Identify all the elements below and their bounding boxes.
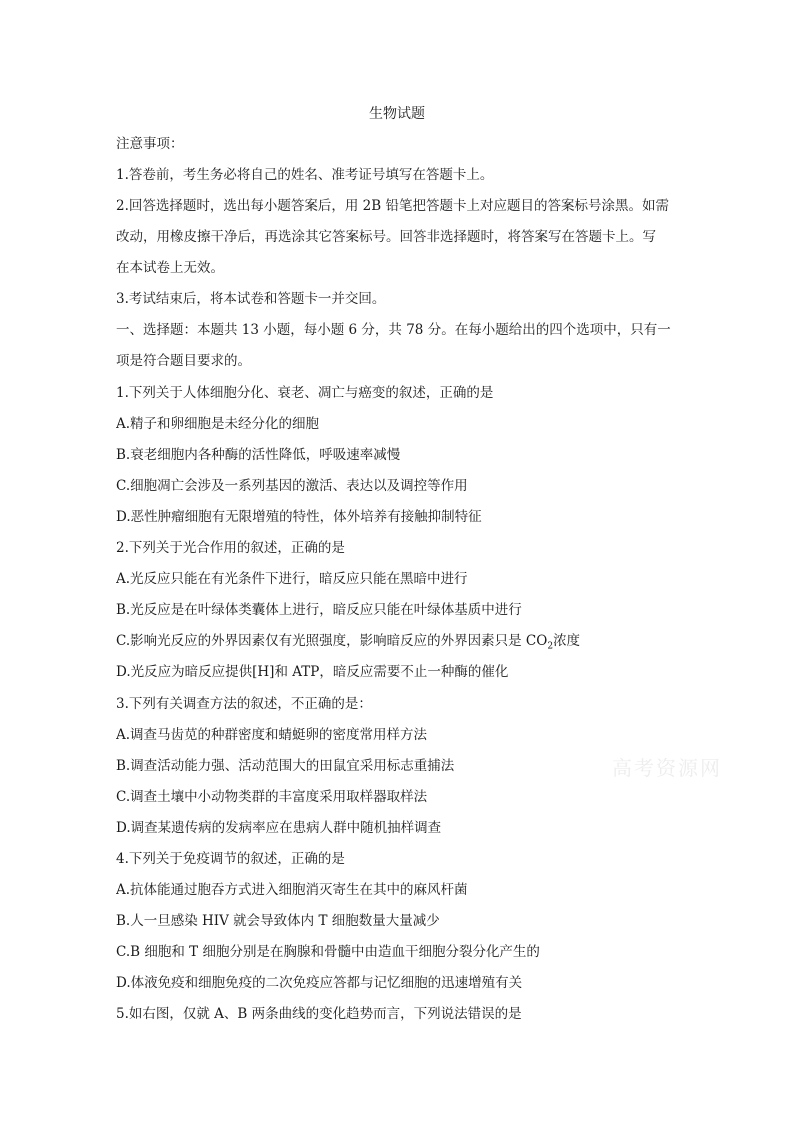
- subscript: 2: [547, 641, 554, 652]
- option: [116, 631, 688, 657]
- option: C.调查土壤中小动物类群的丰富度采用取样器取样法: [116, 789, 428, 805]
- option: D.调查某遗传病的发病率应在患病人群中随机抽样调查: [116, 820, 442, 836]
- notice-item: 在本试卷上无效。: [116, 260, 224, 276]
- option-text: 浓度: [553, 633, 581, 649]
- option-text: C.影响光反应的外界因素仅有光照强度，影响暗反应的外界因素只是 CO: [116, 633, 548, 649]
- option: A.光反应只能在有光条件下进行，暗反应只能在黑暗中进行: [116, 571, 468, 587]
- option: B.人一旦感染 HIV 就会导致体内 T 细胞数量大量减少: [116, 913, 440, 929]
- option: D.体液免疫和细胞免疫的二次免疫应答都与记忆细胞的迅速增殖有关: [116, 975, 523, 991]
- notice-item: 3.考试结束后，将本试卷和答题卡一并交回。: [116, 291, 386, 307]
- question-stem: 5.如右图，仅就 A、B 两条曲线的变化趋势而言，下列说法错误的是: [116, 1006, 522, 1022]
- option: A.调查马齿苋的种群密度和蜻蜓卵的密度常用样方法: [116, 727, 428, 743]
- option: A.精子和卵细胞是未经分化的细胞: [116, 416, 320, 432]
- option: B.衰老细胞内各种酶的活性降低，呼吸速率减慢: [116, 447, 401, 463]
- notice-heading: 注意事项：: [116, 136, 184, 152]
- option: C.B 细胞和 T 细胞分别是在胸腺和骨髓中由造血干细胞分裂分化产生的: [116, 944, 540, 960]
- option: D.恶性肿瘤细胞有无限增殖的特性，体外培养有接触抑制特征: [116, 509, 482, 525]
- notice-item: 1.答卷前，考生务必将自己的姓名、准考证号填写在答题卡上。: [116, 167, 494, 183]
- section-heading: 项是符合题目要求的。: [116, 353, 251, 369]
- option: C.细胞凋亡会涉及一系列基因的激活、表达以及调控等作用: [116, 478, 468, 494]
- question-stem: 3.下列有关调查方法的叙述，不正确的是：: [116, 696, 372, 712]
- option: B.调查活动能力强、活动范围大的田鼠宜采用标志重捕法: [116, 758, 455, 774]
- question-stem: 1.下列关于人体细胞分化、衰老、凋亡与癌变的叙述，正确的是: [116, 385, 494, 401]
- watermark: 高考资源网: [612, 756, 722, 780]
- page-title: 生物试题: [369, 106, 425, 122]
- section-heading: 一、选择题：本题共 13 小题，每小题 6 分，共 78 分。在每小题给出的四个选项中，只有一: [116, 322, 671, 338]
- option: D.光反应为暗反应提供[H]和 ATP，暗反应需要不止一种酶的催化: [116, 664, 509, 680]
- question-stem: 4.下列关于免疫调节的叙述，正确的是: [116, 851, 345, 867]
- option: A.抗体能通过胞吞方式进入细胞消灭寄生在其中的麻风杆菌: [116, 882, 468, 898]
- notice-item: 2.回答选择题时，选出每小题答案后，用 2B 铅笔把答题卡上对应题目的答案标号涂黑。如需: [116, 198, 669, 214]
- question-stem: 2.下列关于光合作用的叙述，正确的是: [116, 540, 345, 556]
- option: B.光反应是在叶绿体类囊体上进行，暗反应只能在叶绿体基质中进行: [116, 602, 522, 618]
- notice-item: 改动，用橡皮擦干净后，再选涂其它答案标号。回答非选择题时，将答案写在答题卡上。写: [116, 229, 656, 245]
